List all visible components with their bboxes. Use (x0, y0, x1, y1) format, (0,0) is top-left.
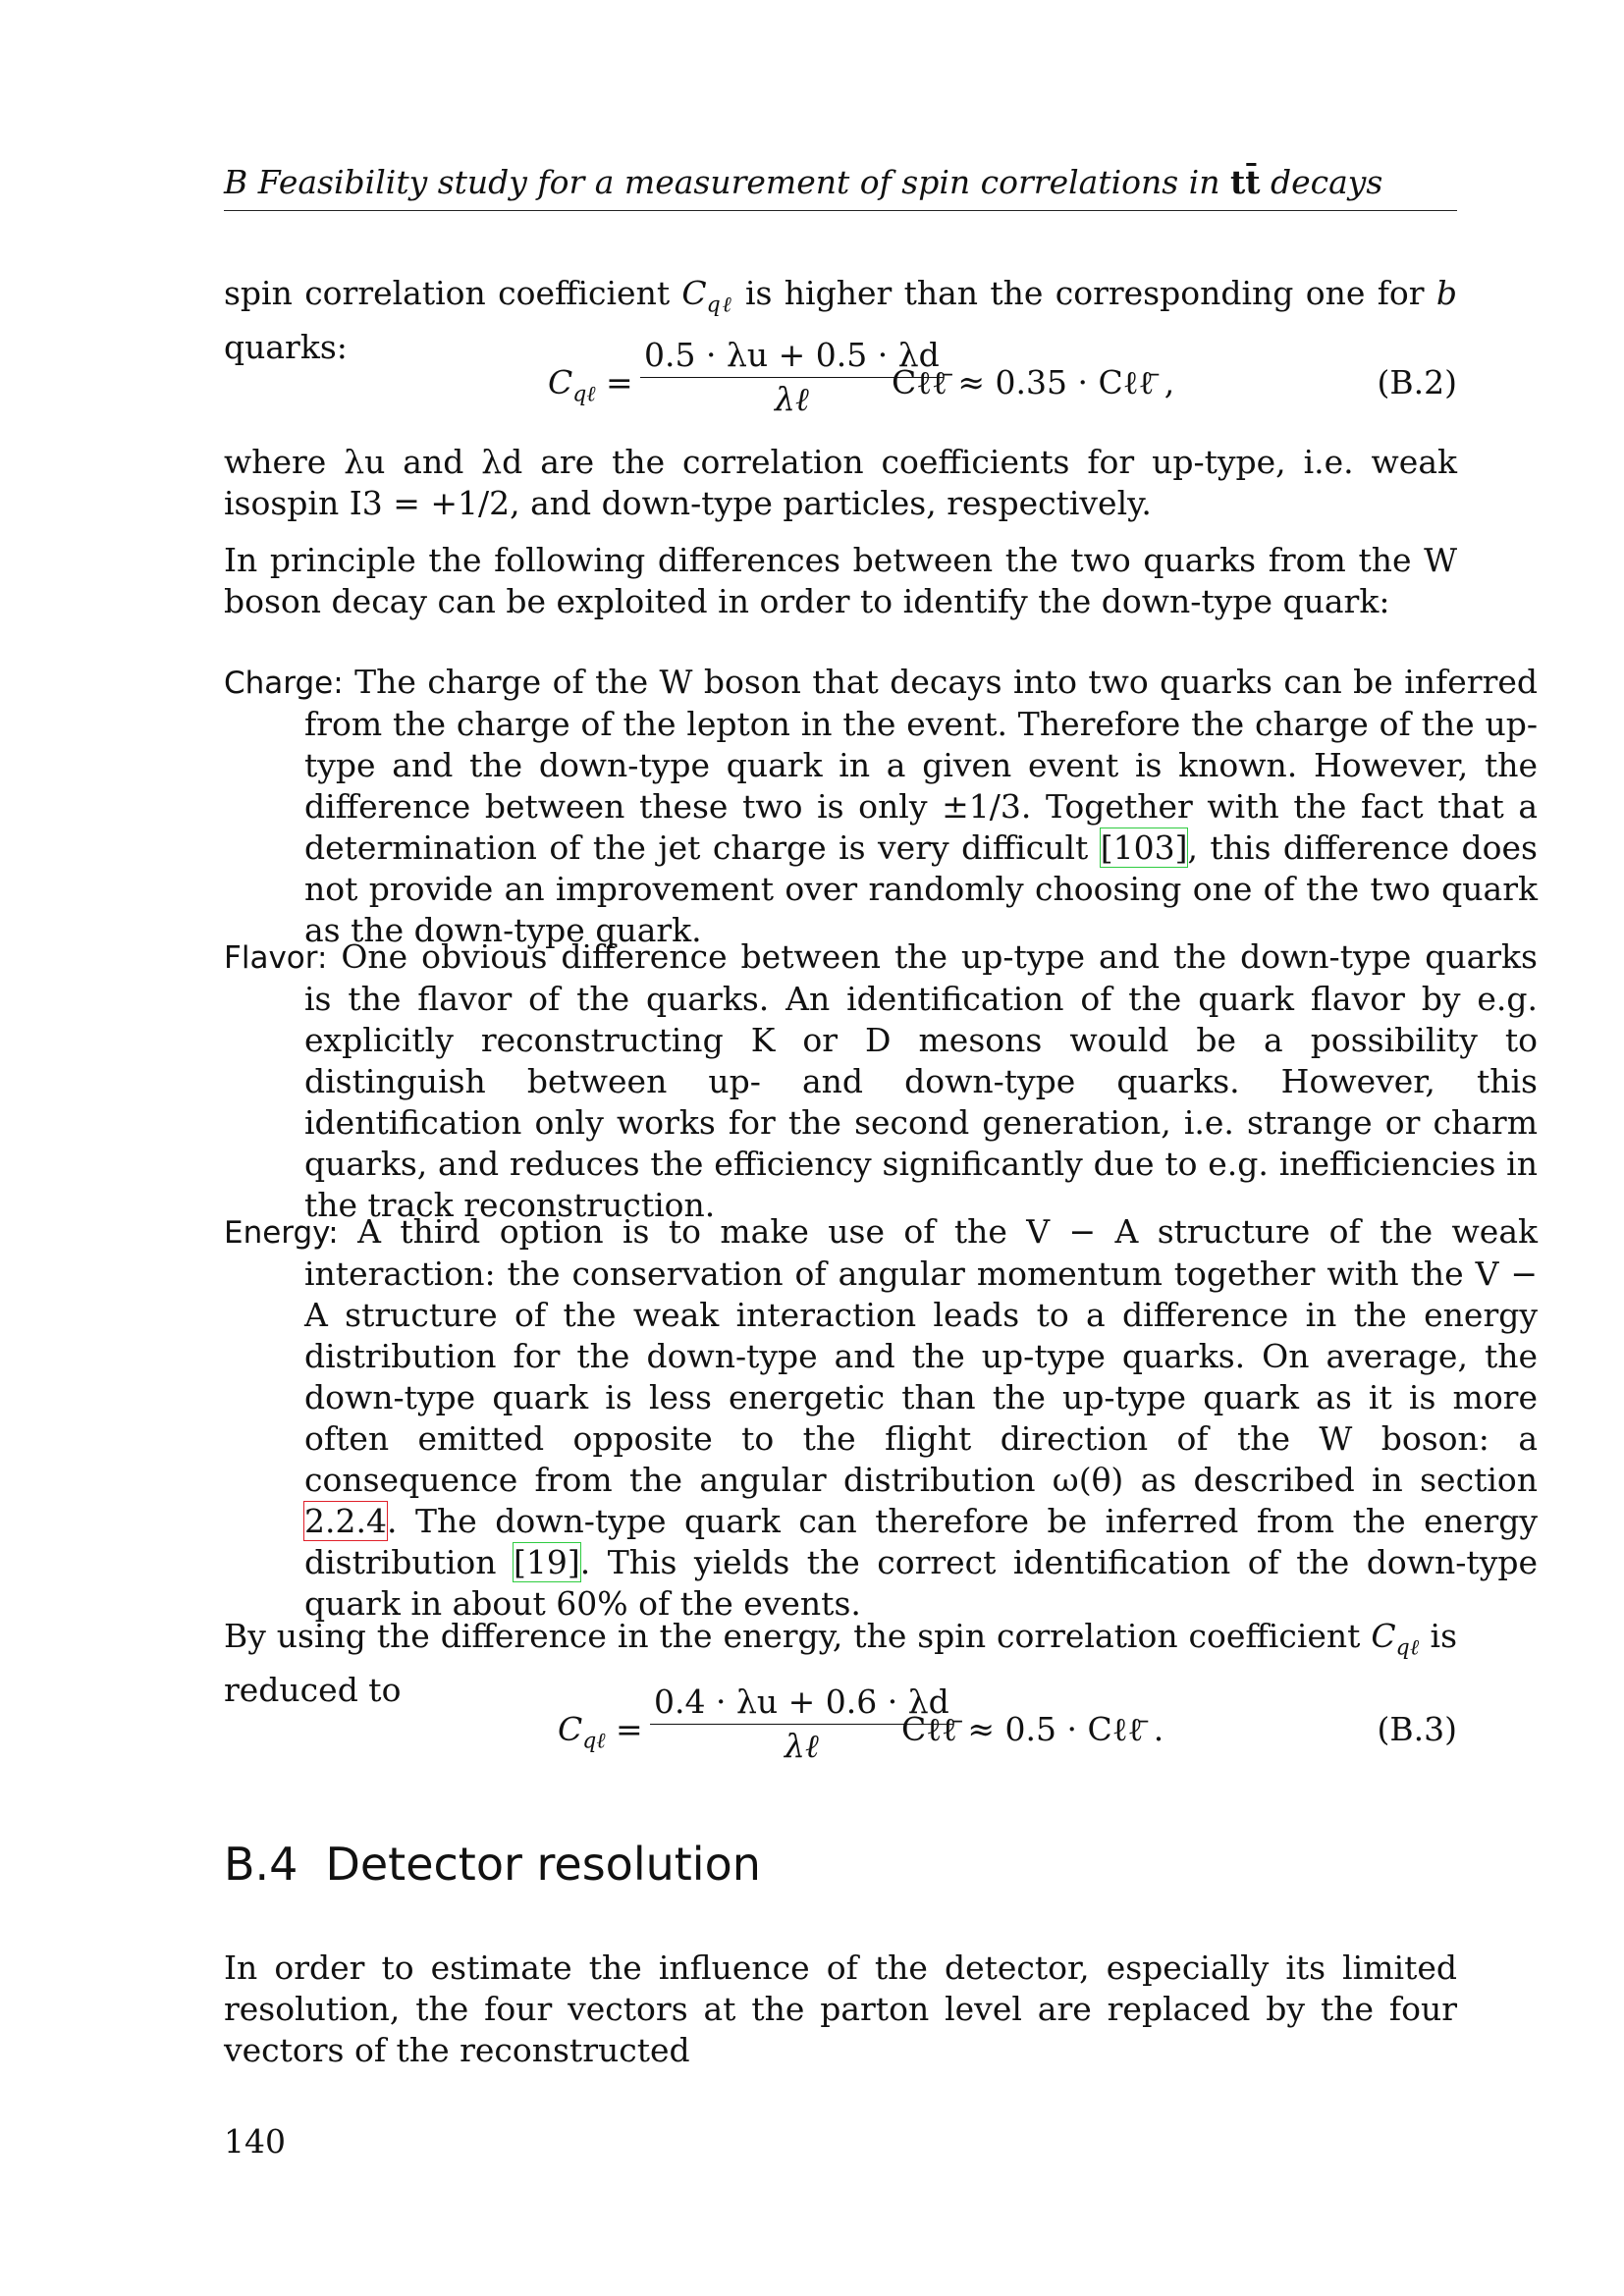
eq1-denominator: λℓ (775, 380, 809, 418)
where-paragraph: where λu and λd are the correlation coefficients for up-type, i.e. weak isospin I3 = +1/2, and down-type particles, respectively. (224, 443, 1457, 522)
equation-b2 (224, 334, 1457, 432)
eq1-rhs: Cℓℓ̄ ≈ 0.35 · Cℓℓ̄ , (892, 363, 1175, 401)
section-number: B.4 (224, 1838, 298, 1891)
term-flavor: Flavor: (224, 940, 328, 976)
using-text-b: is reduced to (224, 1617, 1458, 1709)
eq1-lhs: $C_{q\ell}$ = (548, 363, 633, 407)
eq2-lhs: $C_{q\ell}$ = (558, 1710, 643, 1754)
eq2-label: (B.3) (1377, 1710, 1457, 1748)
energy-text-1: A third option is to make use of the V − A structure of the weak interaction: the conservation of angular momentum together with the V − A structure of the weak interaction leads to a difference in the energy distribution for the down-type and the up-type quarks. On average, the down-type quark is less energetic than the up-type quark as it is more often emitted opposite to the flight direction of the W boson: a consequence from the angular distribution ω(θ) as described in section (304, 1212, 1538, 1499)
section-ref-2-2-4[interactable]: 2.2.4 (304, 1502, 387, 1540)
equation-b3 (224, 1681, 1457, 1779)
eq1-label: (B.2) (1377, 363, 1457, 401)
intro-text-c: quarks: (224, 327, 348, 366)
intro-text-b: is higher than the corresponding one for (732, 274, 1436, 312)
citation-103[interactable]: [103] (1100, 828, 1188, 867)
charge-text-1: The charge of the W boson that decays into two quarks can be inferred from the charge of the lepton in the event. Therefore the charge of the up-type and the down-type quark in a given event is known. However, the difference between these two is only ±1/3. Together with the fact that a determination of the jet charge is very difficult (304, 663, 1538, 867)
eq2-rhs: Cℓℓ̄ ≈ 0.5 · Cℓℓ̄ . (901, 1710, 1164, 1748)
item-energy (224, 1211, 1538, 1625)
running-header (224, 163, 1457, 211)
header-suffix: decays (1260, 163, 1383, 201)
intro-b-symbol: b (1435, 274, 1458, 312)
header-bold: tt̄ (1229, 163, 1261, 201)
section-heading (224, 1838, 761, 1891)
using-symbol: C (1371, 1617, 1396, 1655)
page-number: 140 (224, 2122, 286, 2161)
term-charge: Charge: (224, 666, 344, 701)
intro-text-a: spin correlation coefficient (224, 274, 682, 312)
intro-symbol: C (681, 274, 707, 312)
charge-text-2: , this difference does not provide an improvement over randomly choosing one of the two quark as the down-type quark. (304, 828, 1538, 949)
flavor-text: One obvious difference between the up-type and the down-type quarks is the flavor of the quarks. An identification of the quark flavor by e.g. explicitly reconstructing K or D mesons would be a possibility to distinguish between up- and down-type quarks. However, this identification only works for the second generation, i.e. strange or charm quarks, and reduces the efficiency significantly due to e.g. inefficiencies in the track reconstruction. (304, 937, 1538, 1224)
principle-paragraph: In principle the following differences between the two quarks from the W boson decay can be exploited in order to identify the down-type quark: (224, 541, 1457, 620)
energy-text-2: . The down-type quark can therefore be inferred from the energy distribution (304, 1502, 1538, 1581)
using-symbol-sub: qℓ (1395, 1635, 1420, 1661)
citation-19[interactable]: [19] (514, 1543, 580, 1581)
item-flavor (224, 936, 1538, 1226)
using-text-a: By using the difference in the energy, the spin correlation coefficient (224, 1617, 1372, 1655)
section-title: Detector resolution (325, 1838, 761, 1891)
eq2-denominator: λℓ (785, 1727, 819, 1765)
eq2-numerator: 0.4 · λu + 0.6 · λd (650, 1681, 953, 1725)
energy-text-3: . This yields the correct identification of the down-type quark in about 60% of the events. (304, 1543, 1538, 1623)
term-energy: Energy: (224, 1215, 339, 1251)
item-charge (224, 662, 1538, 951)
eq1-numerator: 0.5 · λu + 0.5 · λd (640, 334, 944, 378)
final-paragraph: In order to estimate the influence of the detector, especially its limited resolution, the four vectors at the parton level are replaced by the four vectors of the reconstructed (224, 1949, 1457, 2069)
intro-symbol-sub: qℓ (706, 293, 733, 318)
header-prefix: B Feasibility study for a measurement of spin correlations in (224, 163, 1230, 201)
